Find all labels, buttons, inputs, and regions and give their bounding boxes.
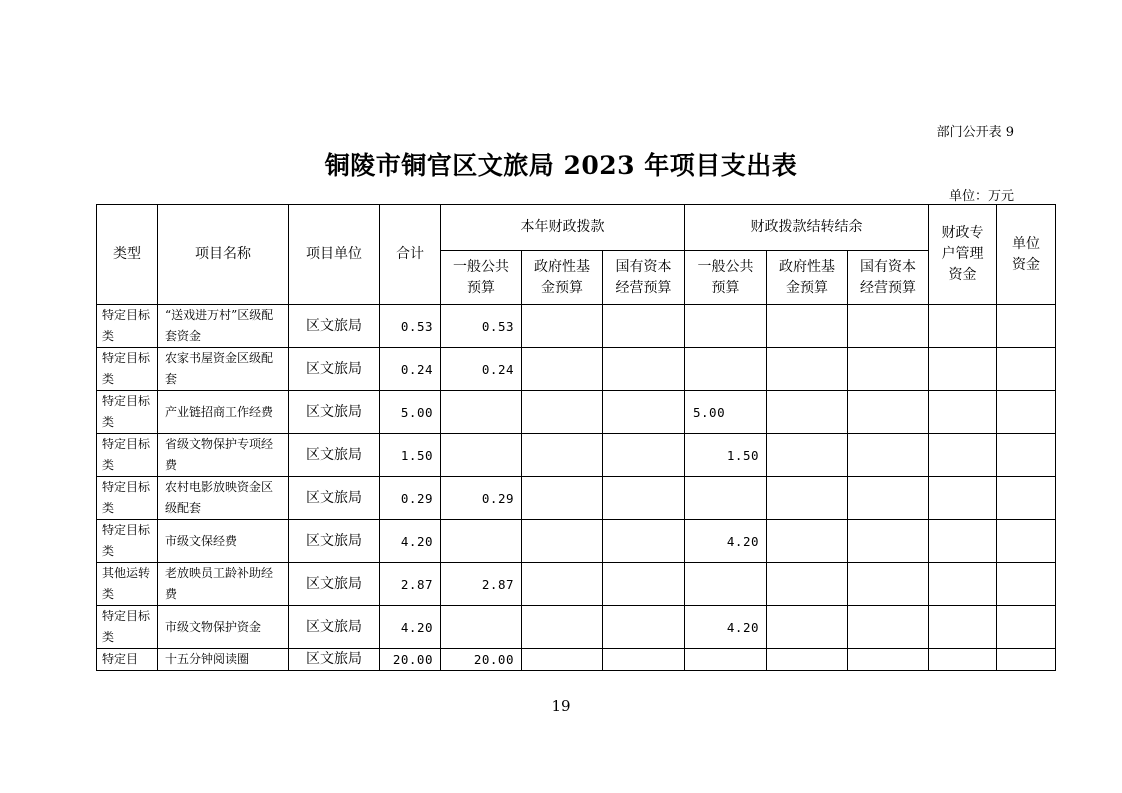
header-type: 类型 (97, 205, 158, 305)
header-carryover-state-capital-budget: 国有资本经营预算 (848, 251, 929, 305)
row-carryover-general: 4.20 (685, 606, 767, 649)
row-total: 0.24 (380, 348, 441, 391)
row-carryover-state (848, 649, 929, 671)
row-current-general: 0.29 (441, 477, 522, 520)
row-project-unit: 区文旅局 (289, 391, 380, 434)
table-row (97, 477, 1056, 520)
row-project-unit: 区文旅局 (289, 649, 380, 671)
row-current-general (441, 606, 522, 649)
row-type: 特定目标类 (97, 520, 158, 563)
row-special-funds (929, 391, 997, 434)
table-number-label: 部门公开表 9 (936, 125, 1014, 140)
row-current-general: 0.53 (441, 305, 522, 348)
header-carryover-general-budget: 一般公共预算 (685, 251, 767, 305)
row-carryover-state (848, 348, 929, 391)
row-current-fund (522, 348, 603, 391)
row-project-name: 十五分钟阅读圈 (158, 649, 289, 671)
row-current-state (603, 391, 685, 434)
row-unit-funds (997, 348, 1056, 391)
row-current-fund (522, 305, 603, 348)
row-carryover-general (685, 563, 767, 606)
row-type: 特定目标类 (97, 477, 158, 520)
header-carryover-fund-budget: 政府性基金预算 (767, 251, 848, 305)
row-carryover-fund (767, 520, 848, 563)
row-project-name: 产业链招商工作经费 (158, 391, 289, 434)
row-carryover-general (685, 477, 767, 520)
row-type: 其他运转类 (97, 563, 158, 606)
row-special-funds (929, 606, 997, 649)
row-unit-funds (997, 477, 1056, 520)
row-current-fund (522, 477, 603, 520)
row-special-funds (929, 348, 997, 391)
header-project-name: 项目名称 (158, 205, 289, 305)
row-current-state (603, 434, 685, 477)
row-special-funds (929, 477, 997, 520)
row-special-funds (929, 434, 997, 477)
row-carryover-fund (767, 305, 848, 348)
header-special-account-funds: 财政专户管理资金 (929, 205, 997, 305)
table-row (97, 348, 1056, 391)
row-current-fund (522, 563, 603, 606)
row-project-unit: 区文旅局 (289, 434, 380, 477)
row-current-state (603, 477, 685, 520)
row-project-unit: 区文旅局 (289, 305, 380, 348)
row-project-unit: 区文旅局 (289, 563, 380, 606)
row-carryover-state (848, 477, 929, 520)
row-unit-funds (997, 305, 1056, 348)
header-total: 合计 (380, 205, 441, 305)
row-carryover-state (848, 606, 929, 649)
row-carryover-general (685, 348, 767, 391)
page-title: 铜陵市铜官区文旅局 2023 年项目支出表 (324, 151, 798, 180)
row-special-funds (929, 520, 997, 563)
header-current-state-capital-budget: 国有资本经营预算 (603, 251, 685, 305)
row-project-name: “送戏进万村”区级配套资金 (158, 305, 289, 348)
header-unit-funds: 单位资金 (997, 205, 1056, 305)
row-carryover-state (848, 434, 929, 477)
table-row (97, 563, 1056, 606)
row-current-state (603, 606, 685, 649)
row-current-fund (522, 606, 603, 649)
row-current-general (441, 434, 522, 477)
row-current-general: 0.24 (441, 348, 522, 391)
row-carryover-state (848, 391, 929, 434)
unit-label: 单位：万元 (948, 189, 1014, 204)
page-number: 19 (551, 697, 571, 715)
row-unit-funds (997, 391, 1056, 434)
project-expenditure-table (96, 204, 1056, 671)
row-total: 2.87 (380, 563, 441, 606)
row-project-name: 老放映员工龄补助经费 (158, 563, 289, 606)
row-project-name: 市级文保经费 (158, 520, 289, 563)
header-current-general-budget: 一般公共预算 (441, 251, 522, 305)
row-project-name: 省级文物保护专项经费 (158, 434, 289, 477)
row-current-general: 2.87 (441, 563, 522, 606)
row-carryover-fund (767, 391, 848, 434)
header-project-unit: 项目单位 (289, 205, 380, 305)
row-current-general: 20.00 (441, 649, 522, 671)
row-special-funds (929, 563, 997, 606)
row-unit-funds (997, 606, 1056, 649)
row-carryover-fund (767, 649, 848, 671)
row-unit-funds (997, 563, 1056, 606)
row-type: 特定目标类 (97, 305, 158, 348)
row-project-unit: 区文旅局 (289, 520, 380, 563)
row-project-unit: 区文旅局 (289, 606, 380, 649)
row-total: 5.00 (380, 391, 441, 434)
row-special-funds (929, 305, 997, 348)
row-project-name: 农村电影放映资金区级配套 (158, 477, 289, 520)
row-project-name: 市级文物保护资金 (158, 606, 289, 649)
row-type: 特定目 (97, 649, 158, 671)
row-carryover-fund (767, 563, 848, 606)
row-total: 20.00 (380, 649, 441, 671)
row-type: 特定目标类 (97, 391, 158, 434)
row-current-general (441, 391, 522, 434)
row-current-state (603, 520, 685, 563)
row-total: 1.50 (380, 434, 441, 477)
row-type: 特定目标类 (97, 434, 158, 477)
row-unit-funds (997, 649, 1056, 671)
row-current-state (603, 563, 685, 606)
header-carryover-balance: 财政拨款结转结余 (685, 205, 929, 251)
row-current-fund (522, 391, 603, 434)
row-total: 0.29 (380, 477, 441, 520)
row-special-funds (929, 649, 997, 671)
row-project-unit: 区文旅局 (289, 477, 380, 520)
row-type: 特定目标类 (97, 606, 158, 649)
row-carryover-general (685, 649, 767, 671)
row-carryover-general: 5.00 (685, 391, 767, 434)
row-project-unit: 区文旅局 (289, 348, 380, 391)
row-carryover-state (848, 563, 929, 606)
row-current-state (603, 649, 685, 671)
row-carryover-state (848, 520, 929, 563)
row-current-state (603, 348, 685, 391)
row-carryover-general: 1.50 (685, 434, 767, 477)
table-row (97, 649, 1056, 671)
row-carryover-fund (767, 348, 848, 391)
row-unit-funds (997, 434, 1056, 477)
header-current-fund-budget: 政府性基金预算 (522, 251, 603, 305)
row-carryover-fund (767, 606, 848, 649)
row-unit-funds (997, 520, 1056, 563)
row-total: 0.53 (380, 305, 441, 348)
table-row (97, 305, 1056, 348)
table-row (97, 520, 1056, 563)
row-carryover-fund (767, 477, 848, 520)
row-carryover-general: 4.20 (685, 520, 767, 563)
row-carryover-general (685, 305, 767, 348)
row-project-name: 农家书屋资金区级配套 (158, 348, 289, 391)
row-current-fund (522, 520, 603, 563)
table-row (97, 391, 1056, 434)
row-current-fund (522, 434, 603, 477)
row-total: 4.20 (380, 520, 441, 563)
row-current-state (603, 305, 685, 348)
row-carryover-state (848, 305, 929, 348)
row-carryover-fund (767, 434, 848, 477)
table-row (97, 606, 1056, 649)
table-row (97, 434, 1056, 477)
header-current-year-allocation: 本年财政拨款 (441, 205, 685, 251)
row-total: 4.20 (380, 606, 441, 649)
row-current-general (441, 520, 522, 563)
row-type: 特定目标类 (97, 348, 158, 391)
row-current-fund (522, 649, 603, 671)
